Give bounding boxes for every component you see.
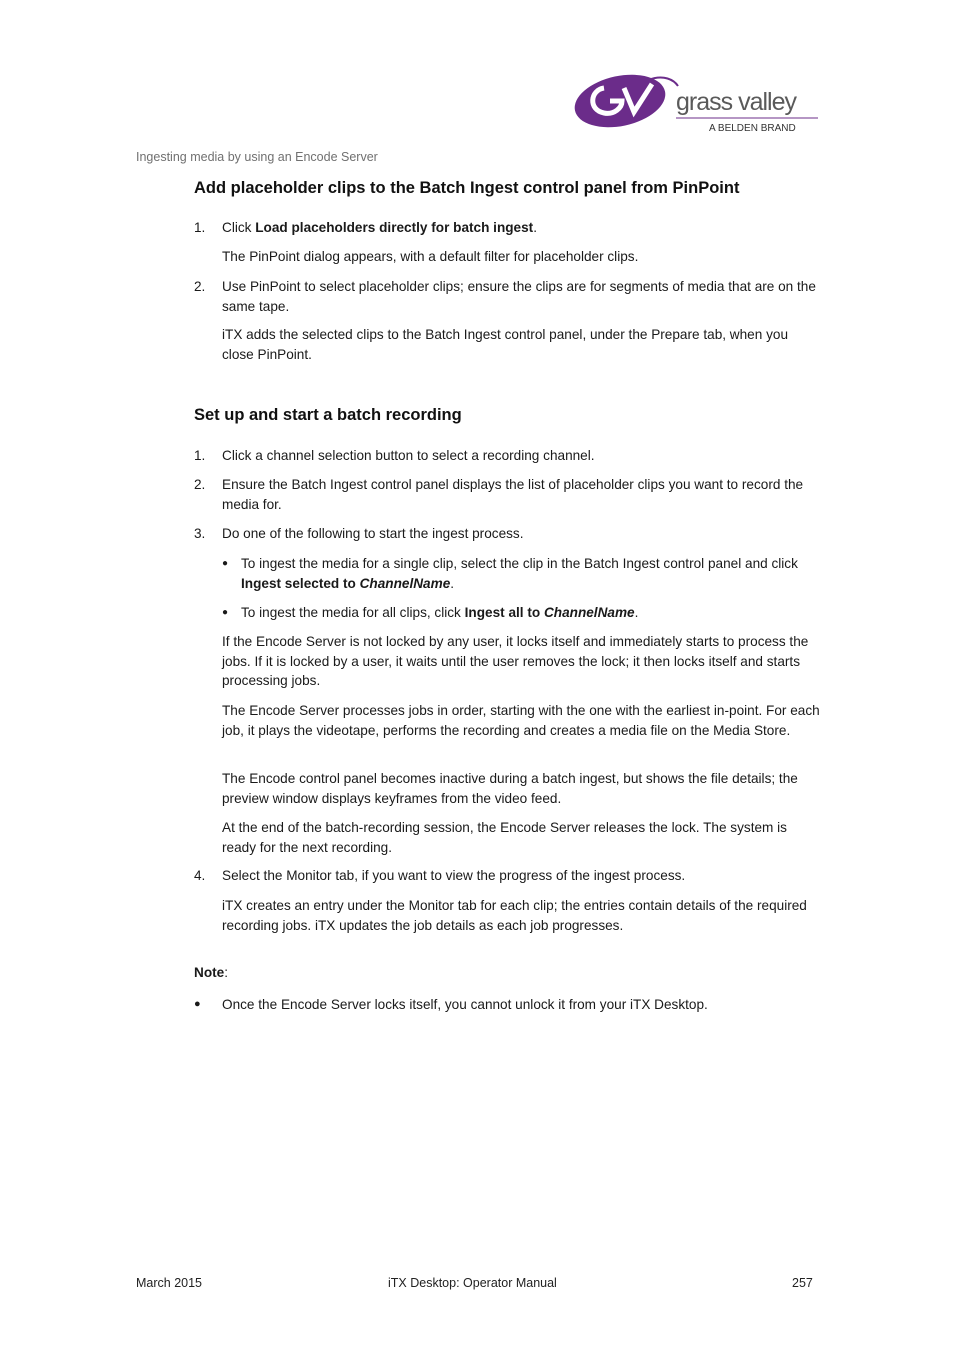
note-label: Note: bbox=[194, 965, 228, 980]
running-header: Ingesting media by using an Encode Server bbox=[136, 150, 378, 164]
bullet-text: To ingest the media for all clips, click Ingest all to ChannelName. bbox=[241, 605, 639, 620]
bullet-icon: ● bbox=[222, 558, 229, 569]
bullet-icon: ● bbox=[194, 998, 201, 1010]
section-title-batch-recording: Set up and start a batch recording bbox=[194, 406, 462, 424]
footer-title: iTX Desktop: Operator Manual bbox=[388, 1276, 557, 1290]
step-note: iTX adds the selected clips to the Batch Ingest control panel, under the Prepare tab, when you close PinPoint. bbox=[222, 327, 788, 362]
ui-label: Load placeholders directly for batch ingest bbox=[255, 220, 534, 235]
step-text: Use PinPoint to select placeholder clips; ensure the clips are for segments of media that are on the same tape. bbox=[222, 279, 816, 314]
step-number: 4. bbox=[194, 868, 206, 883]
step-text: Click Load placeholders directly for batch ingest. bbox=[222, 220, 537, 235]
step-number: 2. bbox=[194, 477, 206, 492]
step-note: The PinPoint dialog appears, with a default filter for placeholder clips. bbox=[222, 249, 639, 264]
note-item: Once the Encode Server locks itself, you cannot unlock it from your iTX Desktop. bbox=[222, 997, 708, 1012]
step-text: Click a channel selection button to select a recording channel. bbox=[222, 448, 595, 463]
section-title-placeholder-clips: Add placeholder clips to the Batch Ingest control panel from PinPoint bbox=[194, 179, 740, 197]
footer-page-number: 257 bbox=[792, 1276, 813, 1290]
step-text: Do one of the following to start the ingest process. bbox=[222, 526, 524, 541]
ui-label: Ingest all to ChannelName bbox=[464, 605, 635, 620]
ui-label: Ingest selected to ChannelName bbox=[241, 575, 451, 591]
step-text: Select the Monitor tab, if you want to view the progress of the ingest process. bbox=[222, 868, 686, 883]
step-number: 2. bbox=[194, 279, 206, 294]
paragraph: The Encode control panel becomes inactive during a batch ingest, but shows the file details; the preview window displays keyframes from the video feed. bbox=[222, 771, 798, 806]
logo-tagline: A BELDEN BRAND bbox=[709, 123, 796, 134]
paragraph: iTX creates an entry under the Monitor tab for each clip; the entries contain details of the required recording jobs. iTX updates the job details as each job progresses. bbox=[222, 898, 807, 933]
paragraph: The Encode Server processes jobs in order, starting with the one with the earliest in-point. For each job, it plays the videotape, performs the recording and creates a media file on the Media Store. bbox=[222, 703, 820, 738]
bullet-icon: ● bbox=[222, 607, 229, 618]
paragraph: At the end of the batch-recording session, the Encode Server releases the lock. The system is ready for the next recording. bbox=[222, 820, 787, 855]
bullet-text: To ingest the media for a single clip, select the clip in the Batch Ingest control panel and click Ingest selected to ChannelName. bbox=[241, 556, 798, 591]
step-number: 3. bbox=[194, 526, 206, 541]
step-number: 1. bbox=[194, 448, 206, 463]
grass-valley-logo bbox=[574, 70, 824, 136]
logo-wordmark: grass valley bbox=[676, 88, 796, 116]
step-text: Ensure the Batch Ingest control panel displays the list of placeholder clips you want to record the media for. bbox=[222, 477, 804, 512]
step-number: 1. bbox=[194, 220, 206, 235]
footer-date: March 2015 bbox=[136, 1276, 203, 1290]
paragraph: If the Encode Server is not locked by any user, it locks itself and immediately starts to process the jobs. If it is locked by a user, it waits until the user removes the lock; it then locks itself and starts processing jobs. bbox=[222, 634, 809, 688]
